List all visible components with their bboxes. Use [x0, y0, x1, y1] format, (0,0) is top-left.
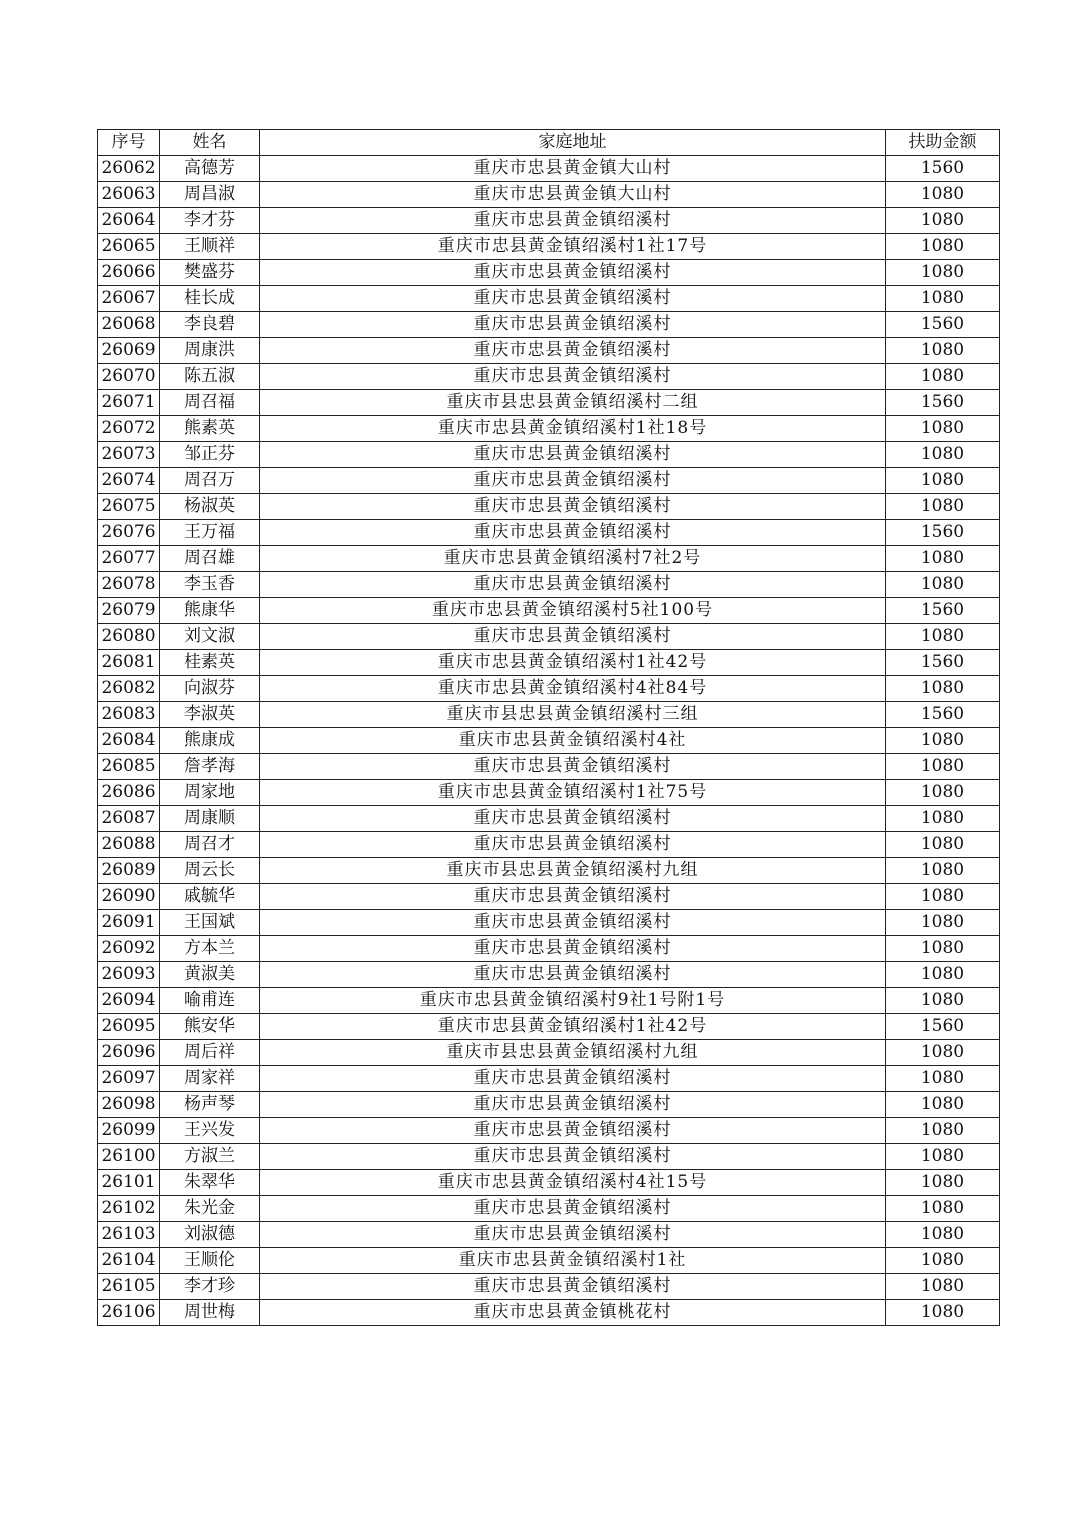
serial-number-cell: 26065	[98, 234, 160, 260]
amount-cell: 1080	[886, 858, 1000, 884]
table-row	[98, 520, 1000, 546]
name-cell: 刘淑德	[160, 1222, 260, 1248]
serial-number-cell: 26091	[98, 910, 160, 936]
address-cell: 重庆市忠县黄金镇绍溪村	[260, 208, 886, 234]
amount-cell: 1080	[886, 468, 1000, 494]
address-cell: 重庆市忠县黄金镇绍溪村	[260, 1092, 886, 1118]
serial-number-cell: 26097	[98, 1066, 160, 1092]
amount-cell: 1080	[886, 780, 1000, 806]
amount-cell: 1080	[886, 416, 1000, 442]
table-row	[98, 1222, 1000, 1248]
name-cell: 李才珍	[160, 1274, 260, 1300]
address-cell: 重庆市忠县黄金镇绍溪村	[260, 442, 886, 468]
address-cell: 重庆市忠县黄金镇绍溪村	[260, 312, 886, 338]
amount-cell: 1080	[886, 884, 1000, 910]
serial-number-cell: 26093	[98, 962, 160, 988]
amount-cell: 1080	[886, 1118, 1000, 1144]
table-row	[98, 1248, 1000, 1274]
address-cell: 重庆市忠县黄金镇绍溪村	[260, 832, 886, 858]
header-row	[98, 130, 1000, 156]
table-row	[98, 468, 1000, 494]
table-row	[98, 494, 1000, 520]
table-row	[98, 936, 1000, 962]
table-row	[98, 858, 1000, 884]
address-cell: 重庆市忠县黄金镇绍溪村	[260, 624, 886, 650]
address-cell: 重庆市忠县黄金镇绍溪村	[260, 1222, 886, 1248]
amount-cell: 1080	[886, 988, 1000, 1014]
table-row	[98, 754, 1000, 780]
serial-number-cell: 26074	[98, 468, 160, 494]
name-cell: 熊康华	[160, 598, 260, 624]
address-cell: 重庆市忠县黄金镇绍溪村	[260, 1066, 886, 1092]
address-cell: 重庆市忠县黄金镇绍溪村1社17号	[260, 234, 886, 260]
name-cell: 高德芳	[160, 156, 260, 182]
serial-number-cell: 26086	[98, 780, 160, 806]
name-cell: 杨声琴	[160, 1092, 260, 1118]
table-row	[98, 962, 1000, 988]
serial-number-cell: 26075	[98, 494, 160, 520]
address-cell: 重庆市县忠县黄金镇绍溪村三组	[260, 702, 886, 728]
table-row	[98, 988, 1000, 1014]
serial-number-cell: 26102	[98, 1196, 160, 1222]
address-cell: 重庆市忠县黄金镇绍溪村4社84号	[260, 676, 886, 702]
serial-number-cell: 26103	[98, 1222, 160, 1248]
amount-cell: 1080	[886, 1248, 1000, 1274]
header-assistance-amount: 扶助金额	[886, 130, 1000, 156]
table-row	[98, 312, 1000, 338]
serial-number-cell: 26089	[98, 858, 160, 884]
address-cell: 重庆市县忠县黄金镇绍溪村九组	[260, 858, 886, 884]
name-cell: 李玉香	[160, 572, 260, 598]
amount-cell: 1080	[886, 754, 1000, 780]
serial-number-cell: 26070	[98, 364, 160, 390]
name-cell: 向淑芬	[160, 676, 260, 702]
amount-cell: 1080	[886, 442, 1000, 468]
serial-number-cell: 26076	[98, 520, 160, 546]
table-row	[98, 728, 1000, 754]
address-cell: 重庆市忠县黄金镇绍溪村	[260, 1144, 886, 1170]
address-cell: 重庆市忠县黄金镇绍溪村	[260, 884, 886, 910]
name-cell: 朱翠华	[160, 1170, 260, 1196]
header-serial-number: 序号	[98, 130, 160, 156]
name-cell: 陈五淑	[160, 364, 260, 390]
name-cell: 周家地	[160, 780, 260, 806]
name-cell: 方本兰	[160, 936, 260, 962]
name-cell: 王顺祥	[160, 234, 260, 260]
address-cell: 重庆市忠县黄金镇桃花村	[260, 1300, 886, 1326]
name-cell: 方淑兰	[160, 1144, 260, 1170]
table-row	[98, 1014, 1000, 1040]
name-cell: 黄淑美	[160, 962, 260, 988]
serial-number-cell: 26105	[98, 1274, 160, 1300]
name-cell: 李良碧	[160, 312, 260, 338]
amount-cell: 1080	[886, 286, 1000, 312]
table-row	[98, 1196, 1000, 1222]
serial-number-cell: 26067	[98, 286, 160, 312]
header-home-address: 家庭地址	[260, 130, 886, 156]
serial-number-cell: 26094	[98, 988, 160, 1014]
address-cell: 重庆市忠县黄金镇绍溪村	[260, 936, 886, 962]
serial-number-cell: 26085	[98, 754, 160, 780]
address-cell: 重庆市忠县黄金镇大山村	[260, 156, 886, 182]
serial-number-cell: 26079	[98, 598, 160, 624]
address-cell: 重庆市忠县黄金镇绍溪村	[260, 520, 886, 546]
name-cell: 桂长成	[160, 286, 260, 312]
name-cell: 周召才	[160, 832, 260, 858]
table-row	[98, 208, 1000, 234]
name-cell: 周召雄	[160, 546, 260, 572]
table-row	[98, 286, 1000, 312]
amount-cell: 1080	[886, 1274, 1000, 1300]
table-row	[98, 910, 1000, 936]
amount-cell: 1080	[886, 364, 1000, 390]
amount-cell: 1560	[886, 702, 1000, 728]
table-row	[98, 676, 1000, 702]
address-cell: 重庆市忠县黄金镇绍溪村	[260, 364, 886, 390]
table-row	[98, 884, 1000, 910]
address-cell: 重庆市忠县黄金镇绍溪村	[260, 806, 886, 832]
table-row	[98, 624, 1000, 650]
address-cell: 重庆市忠县黄金镇绍溪村1社	[260, 1248, 886, 1274]
serial-number-cell: 26080	[98, 624, 160, 650]
amount-cell: 1080	[886, 546, 1000, 572]
name-cell: 周后祥	[160, 1040, 260, 1066]
table-body	[98, 156, 1000, 1326]
address-cell: 重庆市忠县黄金镇绍溪村1社75号	[260, 780, 886, 806]
name-cell: 周康顺	[160, 806, 260, 832]
amount-cell: 1080	[886, 624, 1000, 650]
address-cell: 重庆市忠县黄金镇绍溪村7社2号	[260, 546, 886, 572]
serial-number-cell: 26083	[98, 702, 160, 728]
table-row	[98, 442, 1000, 468]
address-cell: 重庆市忠县黄金镇绍溪村	[260, 910, 886, 936]
name-cell: 周世梅	[160, 1300, 260, 1326]
amount-cell: 1080	[886, 1196, 1000, 1222]
address-cell: 重庆市忠县黄金镇绍溪村1社18号	[260, 416, 886, 442]
name-cell: 刘文淑	[160, 624, 260, 650]
table-row	[98, 234, 1000, 260]
assistance-roster-table	[97, 129, 1000, 1326]
table-row	[98, 416, 1000, 442]
amount-cell: 1080	[886, 208, 1000, 234]
address-cell: 重庆市忠县黄金镇绍溪村	[260, 1274, 886, 1300]
serial-number-cell: 26064	[98, 208, 160, 234]
amount-cell: 1080	[886, 1092, 1000, 1118]
address-cell: 重庆市忠县黄金镇绍溪村1社42号	[260, 1014, 886, 1040]
name-cell: 李淑英	[160, 702, 260, 728]
amount-cell: 1560	[886, 650, 1000, 676]
serial-number-cell: 26084	[98, 728, 160, 754]
address-cell: 重庆市忠县黄金镇绍溪村4社	[260, 728, 886, 754]
serial-number-cell: 26106	[98, 1300, 160, 1326]
address-cell: 重庆市忠县黄金镇绍溪村	[260, 1118, 886, 1144]
table-row	[98, 598, 1000, 624]
serial-number-cell: 26069	[98, 338, 160, 364]
name-cell: 杨淑英	[160, 494, 260, 520]
serial-number-cell: 26100	[98, 1144, 160, 1170]
table-row	[98, 338, 1000, 364]
address-cell: 重庆市忠县黄金镇大山村	[260, 182, 886, 208]
amount-cell: 1080	[886, 1040, 1000, 1066]
table-row	[98, 572, 1000, 598]
amount-cell: 1080	[886, 260, 1000, 286]
name-cell: 王国斌	[160, 910, 260, 936]
address-cell: 重庆市忠县黄金镇绍溪村9社1号附1号	[260, 988, 886, 1014]
serial-number-cell: 26090	[98, 884, 160, 910]
serial-number-cell: 26101	[98, 1170, 160, 1196]
table-row	[98, 156, 1000, 182]
serial-number-cell: 26078	[98, 572, 160, 598]
amount-cell: 1080	[886, 572, 1000, 598]
address-cell: 重庆市忠县黄金镇绍溪村	[260, 286, 886, 312]
name-cell: 李才芬	[160, 208, 260, 234]
serial-number-cell: 26081	[98, 650, 160, 676]
name-cell: 樊盛芬	[160, 260, 260, 286]
serial-number-cell: 26077	[98, 546, 160, 572]
name-cell: 邹正芬	[160, 442, 260, 468]
amount-cell: 1560	[886, 1014, 1000, 1040]
serial-number-cell: 26082	[98, 676, 160, 702]
amount-cell: 1080	[886, 494, 1000, 520]
amount-cell: 1080	[886, 182, 1000, 208]
serial-number-cell: 26073	[98, 442, 160, 468]
table-row	[98, 364, 1000, 390]
name-cell: 桂素英	[160, 650, 260, 676]
serial-number-cell: 26063	[98, 182, 160, 208]
table-row	[98, 702, 1000, 728]
amount-cell: 1080	[886, 234, 1000, 260]
address-cell: 重庆市忠县黄金镇绍溪村	[260, 468, 886, 494]
name-cell: 周召福	[160, 390, 260, 416]
amount-cell: 1080	[886, 1170, 1000, 1196]
serial-number-cell: 26072	[98, 416, 160, 442]
table-row	[98, 832, 1000, 858]
amount-cell: 1080	[886, 832, 1000, 858]
amount-cell: 1080	[886, 676, 1000, 702]
amount-cell: 1080	[886, 806, 1000, 832]
serial-number-cell: 26092	[98, 936, 160, 962]
amount-cell: 1560	[886, 520, 1000, 546]
table-row	[98, 1118, 1000, 1144]
amount-cell: 1080	[886, 1222, 1000, 1248]
address-cell: 重庆市忠县黄金镇绍溪村4社15号	[260, 1170, 886, 1196]
amount-cell: 1560	[886, 598, 1000, 624]
address-cell: 重庆市县忠县黄金镇绍溪村二组	[260, 390, 886, 416]
serial-number-cell: 26096	[98, 1040, 160, 1066]
serial-number-cell: 26104	[98, 1248, 160, 1274]
serial-number-cell: 26062	[98, 156, 160, 182]
name-cell: 周家祥	[160, 1066, 260, 1092]
table-row	[98, 650, 1000, 676]
serial-number-cell: 26095	[98, 1014, 160, 1040]
address-cell: 重庆市忠县黄金镇绍溪村	[260, 572, 886, 598]
serial-number-cell: 26099	[98, 1118, 160, 1144]
amount-cell: 1080	[886, 910, 1000, 936]
table-row	[98, 1274, 1000, 1300]
header-name: 姓名	[160, 130, 260, 156]
table-row	[98, 1092, 1000, 1118]
name-cell: 喻甫连	[160, 988, 260, 1014]
address-cell: 重庆市忠县黄金镇绍溪村	[260, 1196, 886, 1222]
table-row	[98, 1170, 1000, 1196]
serial-number-cell: 26087	[98, 806, 160, 832]
address-cell: 重庆市忠县黄金镇绍溪村	[260, 754, 886, 780]
name-cell: 朱光金	[160, 1196, 260, 1222]
table-row	[98, 780, 1000, 806]
serial-number-cell: 26066	[98, 260, 160, 286]
address-cell: 重庆市忠县黄金镇绍溪村5社100号	[260, 598, 886, 624]
amount-cell: 1560	[886, 390, 1000, 416]
name-cell: 周云长	[160, 858, 260, 884]
table-row	[98, 806, 1000, 832]
address-cell: 重庆市县忠县黄金镇绍溪村九组	[260, 1040, 886, 1066]
name-cell: 熊素英	[160, 416, 260, 442]
serial-number-cell: 26071	[98, 390, 160, 416]
name-cell: 戚毓华	[160, 884, 260, 910]
address-cell: 重庆市忠县黄金镇绍溪村	[260, 260, 886, 286]
table-row	[98, 546, 1000, 572]
amount-cell: 1560	[886, 156, 1000, 182]
amount-cell: 1080	[886, 338, 1000, 364]
name-cell: 王兴发	[160, 1118, 260, 1144]
name-cell: 周昌淑	[160, 182, 260, 208]
table-row	[98, 1040, 1000, 1066]
address-cell: 重庆市忠县黄金镇绍溪村1社42号	[260, 650, 886, 676]
table-row	[98, 390, 1000, 416]
amount-cell: 1080	[886, 936, 1000, 962]
amount-cell: 1080	[886, 1144, 1000, 1170]
name-cell: 王万福	[160, 520, 260, 546]
table-row	[98, 1300, 1000, 1326]
address-cell: 重庆市忠县黄金镇绍溪村	[260, 494, 886, 520]
amount-cell: 1560	[886, 312, 1000, 338]
address-cell: 重庆市忠县黄金镇绍溪村	[260, 962, 886, 988]
table-row	[98, 182, 1000, 208]
amount-cell: 1080	[886, 1066, 1000, 1092]
amount-cell: 1080	[886, 1300, 1000, 1326]
name-cell: 熊安华	[160, 1014, 260, 1040]
name-cell: 詹孝海	[160, 754, 260, 780]
amount-cell: 1080	[886, 728, 1000, 754]
table-row	[98, 260, 1000, 286]
table-row	[98, 1066, 1000, 1092]
serial-number-cell: 26088	[98, 832, 160, 858]
serial-number-cell: 26068	[98, 312, 160, 338]
table-row	[98, 1144, 1000, 1170]
table-header	[98, 130, 1000, 156]
name-cell: 周康洪	[160, 338, 260, 364]
name-cell: 王顺伦	[160, 1248, 260, 1274]
name-cell: 熊康成	[160, 728, 260, 754]
amount-cell: 1080	[886, 962, 1000, 988]
address-cell: 重庆市忠县黄金镇绍溪村	[260, 338, 886, 364]
name-cell: 周召万	[160, 468, 260, 494]
serial-number-cell: 26098	[98, 1092, 160, 1118]
